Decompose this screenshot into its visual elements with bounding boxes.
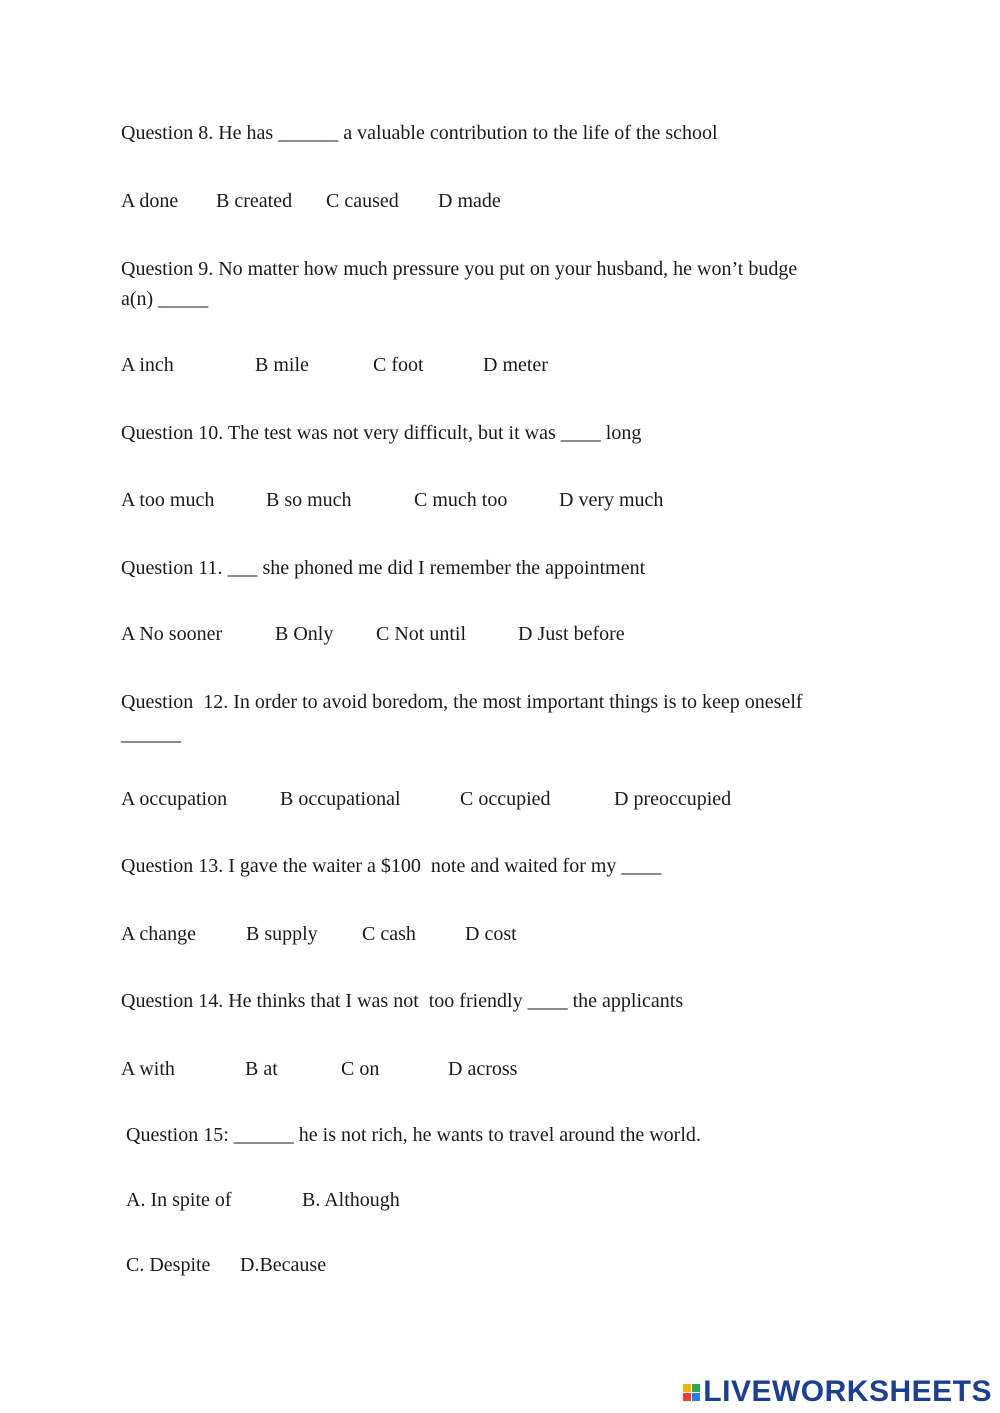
question-15-option-a[interactable]: A. In spite of xyxy=(126,1189,232,1211)
question-10-option-a[interactable]: A too much xyxy=(121,489,215,511)
question-9-option-d[interactable]: D meter xyxy=(483,354,548,376)
question-9-stem-line-2: a(n) _____ xyxy=(121,288,209,310)
question-12-stem-line-2: ______ xyxy=(121,723,181,745)
question-8-option-c[interactable]: C caused xyxy=(326,190,399,212)
question-14-stem: Question 14. He thinks that I was not too friendly ____ the applicants xyxy=(121,990,684,1012)
question-9-option-c[interactable]: C foot xyxy=(373,354,424,376)
liveworksheets-logo-icon xyxy=(683,1384,700,1401)
question-13-option-a[interactable]: A change xyxy=(121,923,196,945)
question-8-option-a[interactable]: A done xyxy=(121,190,179,212)
question-12-option-d[interactable]: D preoccupied xyxy=(614,788,732,810)
question-12-option-a[interactable]: A occupation xyxy=(121,788,228,810)
question-15-option-d[interactable]: D.Because xyxy=(240,1254,327,1276)
question-15-option-b[interactable]: B. Although xyxy=(302,1189,400,1211)
question-9-stem-line-1: Question 9. No matter how much pressure you put on your husband, he won’t budge xyxy=(121,258,798,280)
question-14-option-b[interactable]: B at xyxy=(245,1058,278,1080)
question-13-option-d[interactable]: D cost xyxy=(465,923,517,945)
question-14-option-c[interactable]: C on xyxy=(341,1058,380,1080)
question-8-stem: Question 8. He has ______ a valuable contribution to the life of the school xyxy=(121,122,718,144)
question-10-option-d[interactable]: D very much xyxy=(559,489,664,511)
question-10-stem: Question 10. The test was not very difficult, but it was ____ long xyxy=(121,422,642,444)
question-12-option-c[interactable]: C occupied xyxy=(460,788,551,810)
question-13-stem: Question 13. I gave the waiter a $100 note and waited for my ____ xyxy=(121,855,662,877)
question-13-option-b[interactable]: B supply xyxy=(246,923,318,945)
question-11-option-c[interactable]: C Not until xyxy=(376,623,467,645)
question-14-option-a[interactable]: A with xyxy=(121,1058,175,1080)
question-11-option-a[interactable]: A No sooner xyxy=(121,623,223,645)
question-10-option-c[interactable]: C much too xyxy=(414,489,508,511)
question-12-stem-line-1: Question 12. In order to avoid boredom, the most important things is to keep oneself xyxy=(121,691,803,713)
question-15-option-c[interactable]: C. Despite xyxy=(126,1254,211,1276)
question-8-option-b[interactable]: B created xyxy=(216,190,293,212)
question-10-option-b[interactable]: B so much xyxy=(266,489,352,511)
question-9-option-b[interactable]: B mile xyxy=(255,354,309,376)
question-9-option-a[interactable]: A inch xyxy=(121,354,174,376)
question-13-option-c[interactable]: C cash xyxy=(362,923,416,945)
question-8-option-d[interactable]: D made xyxy=(438,190,501,212)
question-11-option-b[interactable]: B Only xyxy=(275,623,334,645)
question-11-option-d[interactable]: D Just before xyxy=(518,623,625,645)
question-11-stem: Question 11. ___ she phoned me did I remember the appointment xyxy=(121,557,646,579)
question-14-option-d[interactable]: D across xyxy=(448,1058,518,1080)
question-15-stem: Question 15: ______ he is not rich, he wants to travel around the world. xyxy=(126,1124,701,1146)
question-12-option-b[interactable]: B occupational xyxy=(280,788,401,810)
logo-text: LIVEWORKSHEETS xyxy=(703,1375,992,1408)
liveworksheets-logo[interactable] xyxy=(683,1377,992,1407)
